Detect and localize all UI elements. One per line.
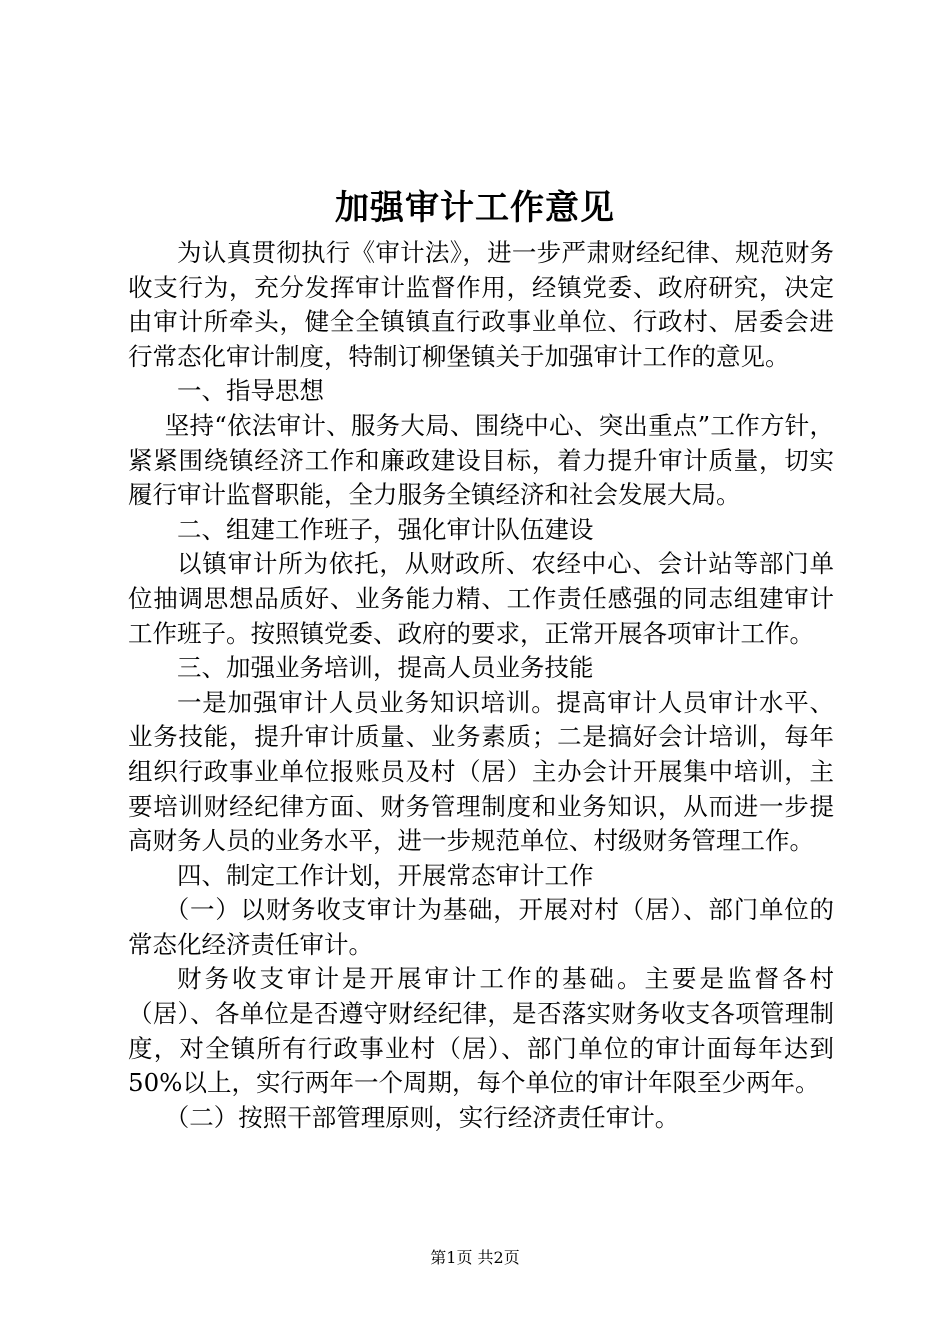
page-footer: 第1页 共2页	[430, 1248, 520, 1267]
section-3-paragraph: 一是加强审计人员业务知识培训。提高审计人员审计水平、业务技能，提升审计质量、业务素质；二是搞好会计培训，每年组织行政事业单位报账员及村（居）主办会计开展集中培训，主要培训财经纪律方面、财务管理制度和业务知识，从而进一步提高财务人员的业务水平，进一步规范单位、村级财务管理工作。	[128, 687, 834, 856]
section-heading-3: 三、加强业务培训，提高人员业务技能	[177, 653, 594, 683]
subsection-1-paragraph: 财务收支审计是开展审计工作的基础。主要是监督各村（居）、各单位是否遵守财经纪律，是否落实财务收支各项管理制度，对全镇所有行政事业村（居）、部门单位的审计面每年达到50%以上，实行两年一个周期，每个单位的审计年限至少两年。	[128, 964, 834, 1098]
section-1-paragraph: 坚持“依法审计、服务大局、围绕中心、突出重点”工作方针，紧紧围绕镇经济工作和廉政建设目标，着力提升审计质量，切实履行审计监督职能，全力服务全镇经济和社会发展大局。	[128, 410, 834, 510]
section-2-paragraph: 以镇审计所为依托，从财政所、农经中心、会计站等部门单位抽调思想品质好、业务能力精、工作责任感强的同志组建审计工作班子。按照镇党委、政府的要求，正常开展各项审计工作。	[128, 549, 834, 648]
document-body	[128, 236, 834, 1135]
subsection-2-heading: （二）按照干部管理原则，实行经济责任审计。	[164, 1102, 680, 1132]
subsection-1-heading: （一）以财务收支审计为基础，开展对村（居）、部门单位的常态化经济责任审计。	[128, 895, 834, 959]
section-heading-4: 四、制定工作计划，开展常态审计工作	[177, 860, 594, 890]
intro-paragraph: 为认真贯彻执行《审计法》，进一步严肃财经纪律、规范财务收支行为，充分发挥审计监督作用，经镇党委、政府研究，决定由审计所牵头，健全全镇镇直行政事业单位、行政村、居委会进行常态化审计制度，特制订柳堡镇关于加强审计工作的意见。	[128, 238, 834, 371]
section-heading-2: 二、组建工作班子，强化审计队伍建设	[177, 514, 594, 544]
section-heading-1: 一、指导思想	[177, 376, 324, 406]
document-title: 加强审计工作意见	[335, 188, 615, 228]
